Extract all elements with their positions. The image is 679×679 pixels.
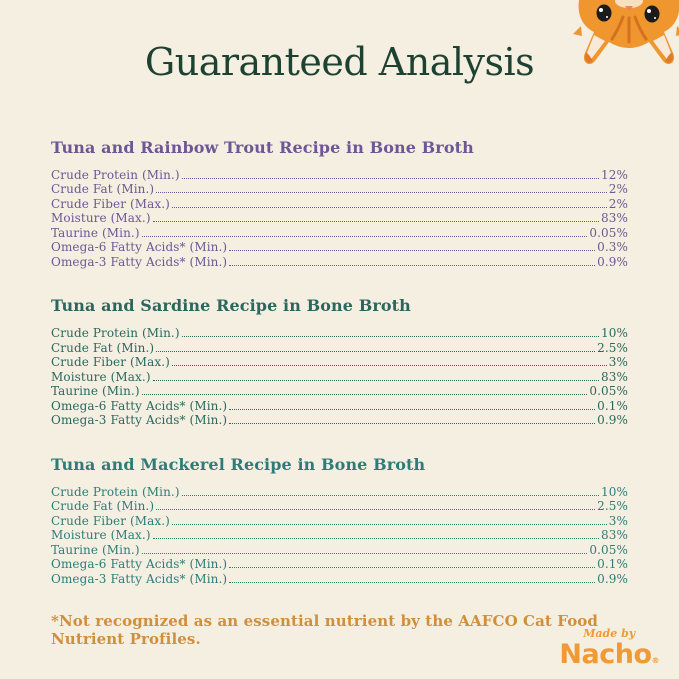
nutrient-value: 2% (608, 182, 628, 197)
dotted-leader (182, 336, 599, 337)
page-title: Guaranteed Analysis (144, 40, 535, 84)
nutrient-value: 12% (601, 167, 628, 182)
nutrient-row (51, 514, 628, 529)
nutrient-label: Omega-6 Fatty Acids* (Min.) (51, 398, 228, 413)
dotted-leader (229, 265, 595, 266)
nutrient-label: Omega-3 Fatty Acids* (Min.) (51, 571, 228, 586)
analysis-content (0, 138, 679, 649)
dotted-leader (142, 236, 588, 237)
section-tuna-sardine (51, 296, 628, 428)
registered-trademark-icon: ® (651, 656, 659, 665)
nutrient-label: Omega-3 Fatty Acids* (Min.) (51, 413, 228, 428)
nutrient-row (51, 528, 628, 543)
nutrient-label: Crude Fiber (Max.) (51, 196, 170, 211)
dotted-leader (172, 207, 607, 208)
nutrient-row (51, 182, 628, 197)
logo-brand-text (559, 641, 659, 668)
nutrient-label: Crude Fiber (Max.) (51, 355, 170, 370)
dotted-leader (156, 351, 595, 352)
dotted-leader (229, 250, 595, 251)
nutrient-label: Crude Fat (Min.) (51, 340, 155, 355)
dotted-leader (153, 221, 599, 222)
nutrient-table (51, 168, 628, 270)
dotted-leader (229, 582, 595, 583)
nutrient-label: Taurine (Min.) (51, 542, 140, 557)
dotted-leader (229, 409, 595, 410)
nutrient-label: Crude Protein (Min.) (51, 484, 180, 499)
nutrient-label: Moisture (Max.) (51, 369, 151, 384)
dotted-leader (182, 495, 599, 496)
nutrient-label: Omega-6 Fatty Acids* (Min.) (51, 240, 228, 255)
nutrient-value: 2% (608, 196, 628, 211)
nutrient-label: Omega-3 Fatty Acids* (Min.) (51, 254, 228, 269)
nutrient-value: 0.3% (597, 240, 628, 255)
dotted-leader (172, 524, 607, 525)
nutrient-row (51, 485, 628, 500)
nutrient-row (51, 355, 628, 370)
brand-name: Nacho (559, 639, 652, 670)
nutrient-table (51, 485, 628, 587)
aafco-footnote: *Not recognized as an essential nutrient by the AAFCO Cat Food Nutrient Profiles. (51, 612, 598, 649)
nutrient-row (51, 326, 628, 341)
nutrient-value: 83% (601, 211, 628, 226)
nutrient-label: Crude Fat (Min.) (51, 182, 155, 197)
dotted-leader (153, 380, 599, 381)
nutrient-value: 0.05% (589, 384, 628, 399)
nutrient-row (51, 572, 628, 587)
nutrient-row (51, 399, 628, 414)
logo-made-by-text: Made by (583, 627, 636, 640)
nutrient-value: 0.9% (597, 254, 628, 269)
nutrient-value: 3% (608, 355, 628, 370)
nutrient-row (51, 557, 628, 572)
nutrient-value: 2.5% (597, 499, 628, 514)
dotted-leader (229, 567, 595, 568)
nutrient-row (51, 226, 628, 241)
nutrient-value: 0.1% (597, 398, 628, 413)
nutrient-label: Taurine (Min.) (51, 225, 140, 240)
nutrient-row (51, 413, 628, 428)
nutrient-value: 0.05% (589, 225, 628, 240)
nutrient-row (51, 211, 628, 226)
dotted-leader (182, 178, 599, 179)
nutrient-row (51, 543, 628, 558)
nutrient-row (51, 499, 628, 514)
nutrient-value: 0.1% (597, 557, 628, 572)
nutrient-label: Omega-6 Fatty Acids* (Min.) (51, 557, 228, 572)
section-tuna-mackerel (51, 455, 628, 587)
nutrient-row (51, 197, 628, 212)
section-heading: Tuna and Mackerel Recipe in Bone Broth (51, 454, 426, 474)
nutrient-value: 0.9% (597, 571, 628, 586)
made-by-nacho-logo (559, 628, 659, 668)
dotted-leader (142, 553, 588, 554)
nutrient-row (51, 341, 628, 356)
nutrient-value: 83% (601, 369, 628, 384)
dotted-leader (156, 192, 607, 193)
nutrient-value: 83% (601, 528, 628, 543)
nutrient-value: 3% (608, 513, 628, 528)
cat-cheek-tuft-left (573, 26, 582, 36)
nutrient-value: 10% (601, 484, 628, 499)
nutrient-label: Crude Protein (Min.) (51, 167, 180, 182)
nutrient-label: Crude Fiber (Max.) (51, 513, 170, 528)
nutrient-row (51, 384, 628, 399)
nutrient-row (51, 240, 628, 255)
nutrient-label: Crude Fat (Min.) (51, 499, 155, 514)
nutrient-label: Moisture (Max.) (51, 211, 151, 226)
section-tuna-rainbow-trout (51, 138, 628, 270)
nutrient-value: 10% (601, 326, 628, 341)
dotted-leader (153, 538, 599, 539)
dotted-leader (156, 509, 595, 510)
dotted-leader (142, 394, 588, 395)
nutrient-label: Crude Protein (Min.) (51, 326, 180, 341)
nutrient-table (51, 326, 628, 428)
nutrient-label: Moisture (Max.) (51, 528, 151, 543)
nutrient-value: 0.9% (597, 413, 628, 428)
cat-peeking-icon (573, 0, 679, 74)
section-heading: Tuna and Sardine Recipe in Bone Broth (51, 296, 411, 316)
nutrient-label: Taurine (Min.) (51, 384, 140, 399)
nutrient-row (51, 255, 628, 270)
nutrient-row (51, 168, 628, 183)
section-heading: Tuna and Rainbow Trout Recipe in Bone Broth (51, 137, 474, 157)
nutrient-value: 0.05% (589, 542, 628, 557)
dotted-leader (229, 423, 595, 424)
dotted-leader (172, 365, 607, 366)
nutrient-value: 2.5% (597, 340, 628, 355)
nutrient-row (51, 370, 628, 385)
